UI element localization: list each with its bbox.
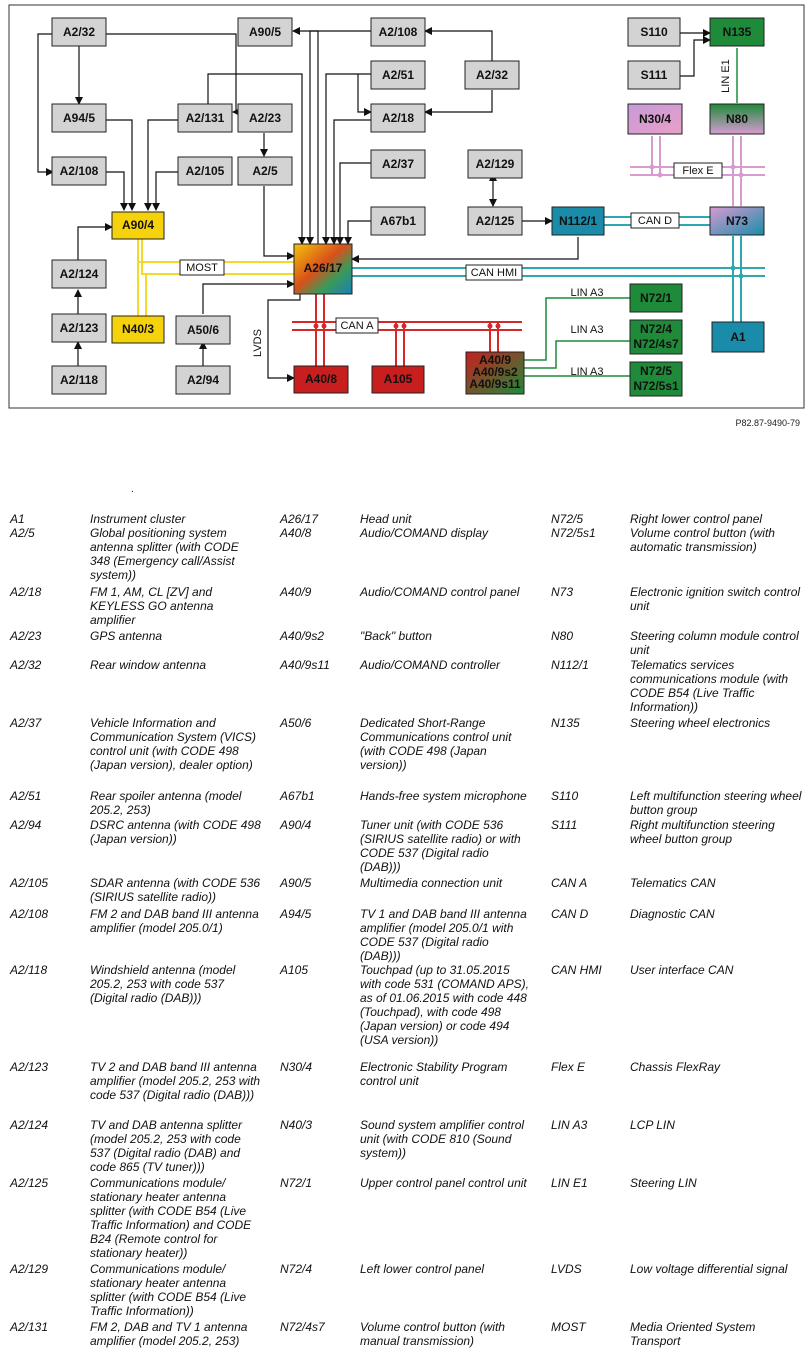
legend-code-a: A2/131 [10, 1320, 49, 1334]
legend-desc-b: TV 1 and DAB band III antenna amplifier (model 205.0/1 with CODE 537 (Digital radio (DAB))) [360, 907, 527, 963]
label-a90-5: A90/5 [248, 25, 282, 40]
legend-code-a: A2/37 [10, 716, 42, 730]
legend-code-b: N40/3 [280, 1118, 313, 1132]
legend-code-c: CAN HMI [551, 963, 602, 977]
legend-code-c: Flex E [551, 1060, 586, 1074]
figure-reference: P82.87-9490-79 [735, 418, 800, 428]
legend-code-a: A2/108 [10, 907, 49, 921]
label-a2-123: A2/123 [59, 321, 99, 336]
legend-desc-a: Instrument cluster [90, 512, 186, 526]
legend-desc-c: User interface CAN [630, 963, 734, 977]
legend-code-c: MOST [551, 1320, 586, 1334]
legend-desc-b: Dedicated Short-Range Communications control unit (with CODE 498 (Japan version)) [360, 716, 512, 772]
label-n30-4: N30/4 [638, 112, 672, 127]
legend-desc-b: Sound system amplifier control unit (with CODE 810 (Sound system)) [360, 1118, 525, 1160]
legend-desc-b: Audio/COMAND controller [360, 658, 501, 672]
legend-code-b: A26/17 [280, 512, 319, 526]
legend-desc-b: Audio/COMAND display [360, 526, 489, 540]
legend-code-b: N72/1 [280, 1176, 313, 1190]
legend-code-c: N135 [551, 716, 580, 730]
legend-code-b: A40/8 [280, 526, 312, 540]
label-can-a: CAN A [340, 319, 374, 332]
legend-code-a: A2/123 [10, 1060, 49, 1074]
legend-desc-b: Touchpad (up to 31.05.2015 with code 531 (COMAND APS), as of 01.06.2015 with code 448 (Touchpad), with code 498 (Japan version) or code 494 (USA version)) [360, 963, 529, 1047]
legend-code-c: N72/5 [551, 512, 584, 526]
legend-desc-c: Steering wheel electronics [630, 716, 771, 730]
legend-desc-c: Right lower control panel [630, 512, 763, 526]
label-lin-e1: LIN E1 [719, 59, 732, 93]
legend-code-c: LVDS [551, 1262, 582, 1276]
label-lvds: LVDS [251, 329, 264, 357]
legend-desc-a: GPS antenna [90, 629, 163, 643]
label-a2-129: A2/129 [475, 157, 515, 172]
legend-desc-b: Tuner unit (with CODE 536 (SIRIUS satellite radio) or with CODE 537 (Digital radio (DAB))) [360, 818, 521, 874]
label-a2-131: A2/131 [185, 111, 225, 126]
legend-desc-c: Telematics services communications module (with CODE B54 (Live Traffic Information)) [630, 658, 789, 714]
legend-code-c: LIN E1 [551, 1176, 588, 1190]
label-n80: N80 [725, 112, 749, 127]
label-n72-5: N72/5 [639, 364, 673, 379]
label-a2-94: A2/94 [186, 373, 220, 388]
label-a2-37: A2/37 [381, 157, 415, 172]
label-a67b1: A67b1 [379, 214, 417, 229]
legend-code-b: N72/4 [280, 1262, 313, 1276]
legend-desc-a: FM 2 and DAB band III antenna amplifier (model 205.0/1) [90, 907, 259, 935]
label-n135: N135 [722, 25, 752, 40]
label-lin-a3-2: LIN A3 [570, 323, 604, 336]
legend-desc-a: SDAR antenna (with CODE 536 (SIRIUS satellite radio)) [90, 876, 261, 904]
legend-desc-b: Multimedia connection unit [360, 876, 503, 890]
legend-desc-c: Electronic ignition switch control unit [630, 585, 801, 613]
stray-dot: . [131, 484, 134, 495]
label-a40-8: A40/8 [304, 372, 338, 387]
label-most: MOST [186, 261, 218, 274]
legend-desc-b: Upper control panel control unit [360, 1176, 527, 1190]
legend-desc-c: Telematics CAN [630, 876, 716, 890]
legend-desc-c: Right multifunction steering wheel button group [630, 818, 775, 846]
legend-code-a: A2/124 [10, 1118, 49, 1132]
legend-code-a: A2/32 [10, 658, 42, 672]
label-flex-e: Flex E [682, 164, 714, 177]
legend-desc-c: Steering column module control unit [630, 629, 799, 657]
label-can-d: CAN D [637, 214, 673, 227]
label-s110: S110 [640, 25, 668, 40]
label-a90-4: A90/4 [121, 218, 155, 233]
label-a2-108-left: A2/108 [59, 164, 99, 179]
legend-code-a: A2/5 [10, 526, 35, 540]
label-s111: S111 [640, 68, 668, 83]
legend-code-a: A2/23 [10, 629, 42, 643]
legend-code-b: A40/9s2 [280, 629, 325, 643]
legend-code-a: A2/125 [10, 1176, 49, 1190]
legend-desc-a: Rear window antenna [90, 658, 207, 672]
legend-code-c: N73 [551, 585, 574, 599]
legend-code-a: A2/18 [10, 585, 42, 599]
label-a40-9s11: A40/9s11 [469, 377, 521, 392]
legend-desc-a: Communications module/ stationary heater antenna splitter (with CODE B54 (Live Traffic Information)) [90, 1262, 247, 1318]
legend-code-b: A50/6 [280, 716, 312, 730]
legend-code-c: CAN A [551, 876, 588, 890]
label-a94-5: A94/5 [62, 111, 96, 126]
legend-desc-b: Head unit [360, 512, 412, 526]
legend-desc-c: Low voltage differential signal [630, 1262, 788, 1276]
legend-desc-c: Media Oriented System Transport [630, 1320, 756, 1348]
legend-desc-a: TV 2 and DAB band III antenna amplifier (model 205.2, 253 with code 537 (Digital radio (DAB))) [90, 1060, 261, 1102]
legend-code-c: CAN D [551, 907, 589, 921]
label-a2-124: A2/124 [59, 267, 99, 282]
legend-code-b: A90/4 [280, 818, 312, 832]
label-a2-118: A2/118 [59, 373, 99, 388]
label-n72-4: N72/4 [639, 322, 673, 337]
label-a2-105: A2/105 [185, 164, 225, 179]
label-a1: A1 [730, 330, 746, 345]
legend-code-c: N112/1 [551, 658, 589, 672]
legend-code-b: A40/9 [280, 585, 312, 599]
legend-desc-a: Rear spoiler antenna (model 205.2, 253) [90, 789, 242, 817]
legend-desc-a: TV and DAB antenna splitter (model 205.2, 253 with code 537 (Digital radio (DAB) and code 865 (TV tuner))) [90, 1118, 243, 1174]
legend-code-a: A2/129 [10, 1262, 49, 1276]
label-lin-a3-1: LIN A3 [570, 286, 604, 299]
legend-desc-b: Audio/COMAND control panel [360, 585, 520, 599]
legend-desc-a: Vehicle Information and Communication System (VICS) control unit (with CODE 498 (Japan version), dealer option) [90, 716, 257, 772]
legend-desc-a: Global positioning system antenna splitter (with CODE 348 (Emergency call/Assist system)) [90, 526, 239, 582]
label-a2-108-top: A2/108 [378, 25, 418, 40]
legend-desc-b: "Back" button [360, 629, 432, 643]
label-a40-9: A40/9 [478, 353, 512, 368]
legend-code-b: A105 [280, 963, 309, 977]
label-a2-32-top: A2/32 [62, 25, 96, 40]
label-n72-5s1: N72/5s1 [633, 379, 679, 394]
legend-code-c: LIN A3 [551, 1118, 588, 1132]
legend-desc-c: Diagnostic CAN [630, 907, 715, 921]
label-a2-18: A2/18 [381, 111, 415, 126]
legend-code-a: A2/94 [10, 818, 42, 832]
legend-code-c: N72/5s1 [551, 526, 596, 540]
wiring-block-diagram [0, 0, 812, 440]
legend-code-b: A40/9s11 [280, 658, 330, 672]
label-n40-3: N40/3 [121, 322, 155, 337]
legend-code-c: S111 [551, 818, 578, 832]
legend-desc-a: DSRC antenna (with CODE 498 (Japan version)) [90, 818, 261, 846]
legend-code-a: A2/118 [10, 963, 48, 977]
legend-desc-b: Hands-free system microphone [360, 789, 527, 803]
label-a2-51: A2/51 [381, 68, 415, 83]
label-a26-17: A26/17 [303, 261, 343, 276]
legend-desc-c: Steering LIN [630, 1176, 697, 1190]
legend-code-b: A67b1 [280, 789, 315, 803]
label-a2-5: A2/5 [252, 164, 278, 179]
label-can-hmi: CAN HMI [470, 266, 518, 279]
legend-desc-b: Volume control button (with manual transmission) [360, 1320, 505, 1348]
label-n72-4s7: N72/4s7 [633, 337, 679, 352]
legend-desc-a: Communications module/ stationary heater antenna splitter (with CODE B54 (Live Traffic Information) and CODE B24 (Remote control for stationary heater)) [90, 1176, 252, 1260]
label-a105: A105 [383, 372, 413, 387]
legend-desc-c: Chassis FlexRay [630, 1060, 721, 1074]
label-n72-1: N72/1 [639, 291, 673, 306]
label-lin-a3-3: LIN A3 [570, 365, 604, 378]
legend-code-a: A2/51 [10, 789, 42, 803]
legend-desc-b: Electronic Stability Program control unit [360, 1060, 508, 1088]
legend-desc-b: Left lower control panel [360, 1262, 485, 1276]
legend-desc-a: Windshield antenna (model 205.2, 253 with code 537 (Digital radio (DAB))) [90, 963, 236, 1005]
legend-code-b: N30/4 [280, 1060, 313, 1074]
legend-desc-a: FM 2, DAB and TV 1 antenna amplifier (model 205.2, 253) [90, 1320, 248, 1348]
legend-code-a: A2/105 [10, 876, 49, 890]
legend-code-b: A94/5 [280, 907, 312, 921]
label-a50-6: A50/6 [186, 323, 220, 338]
legend-code-c: S110 [551, 789, 579, 803]
label-n112-1: N112/1 [558, 214, 598, 229]
legend-code-c: N80 [551, 629, 574, 643]
legend-desc-c: LCP LIN [630, 1118, 675, 1132]
legend-code-b: N72/4s7 [280, 1320, 325, 1334]
label-a2-32-right: A2/32 [475, 68, 509, 83]
label-n73: N73 [725, 214, 749, 229]
legend-desc-c: Volume control button (with automatic transmission) [630, 526, 775, 554]
legend-code-a: A1 [10, 512, 25, 526]
label-a40-9s2: A40/9s2 [472, 365, 518, 380]
label-a2-125: A2/125 [475, 214, 515, 229]
label-a2-23: A2/23 [248, 111, 282, 126]
legend-code-b: A90/5 [280, 876, 312, 890]
legend-desc-c: Left multifunction steering wheel button group [630, 789, 802, 817]
legend-desc-a: FM 1, AM, CL [ZV] and KEYLESS GO antenna amplifier [90, 585, 214, 627]
